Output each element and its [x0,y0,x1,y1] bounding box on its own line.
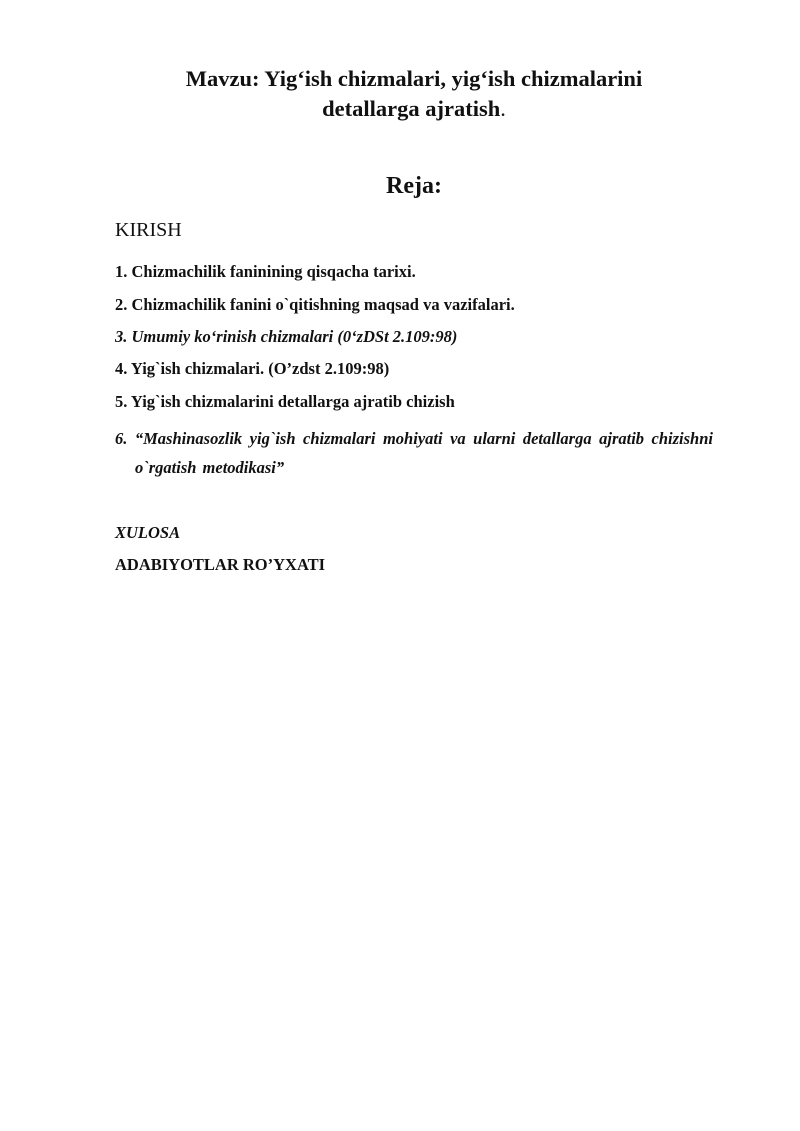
references-heading: ADABIYOTLAR RO’YXATI [115,555,326,574]
plan-heading: Reja: [386,173,442,199]
plan-item-4: 4. Yig`ish chizmalari. (O’zdst 2.109:98) [115,359,390,378]
intro-heading: KIRISH [115,219,182,241]
document-title-line-1: Mavzu: Yig‘ish chizmalari, yig‘ish chizmalarini [185,66,643,91]
conclusion-heading: XULOSA [115,523,181,542]
plan-item-5: 5. Yig`ish chizmalarini detallarga ajratib chizish [115,392,455,411]
plan-item-1: 1. Chizmachilik faninining qisqacha tarixi. [115,262,416,281]
document-title-line-2-text: detallarga ajratish [322,96,501,121]
plan-item-3: 3. Umumiy ko‘rinish chizmalari (0‘zDSt 2.109:98) [115,327,458,346]
document-title-line-2 [100,94,728,124]
document-title-period: . [500,96,506,121]
plan-item-2: 2. Chizmachilik fanini o`qitishning maqsad va vazifalari. [115,295,515,314]
plan-item-6: 6. “Mashinasozlik yig`ish chizmalari mohiyati va ularni detallarga ajratib chizishni o`rgatish metodikasi” [115,429,713,477]
